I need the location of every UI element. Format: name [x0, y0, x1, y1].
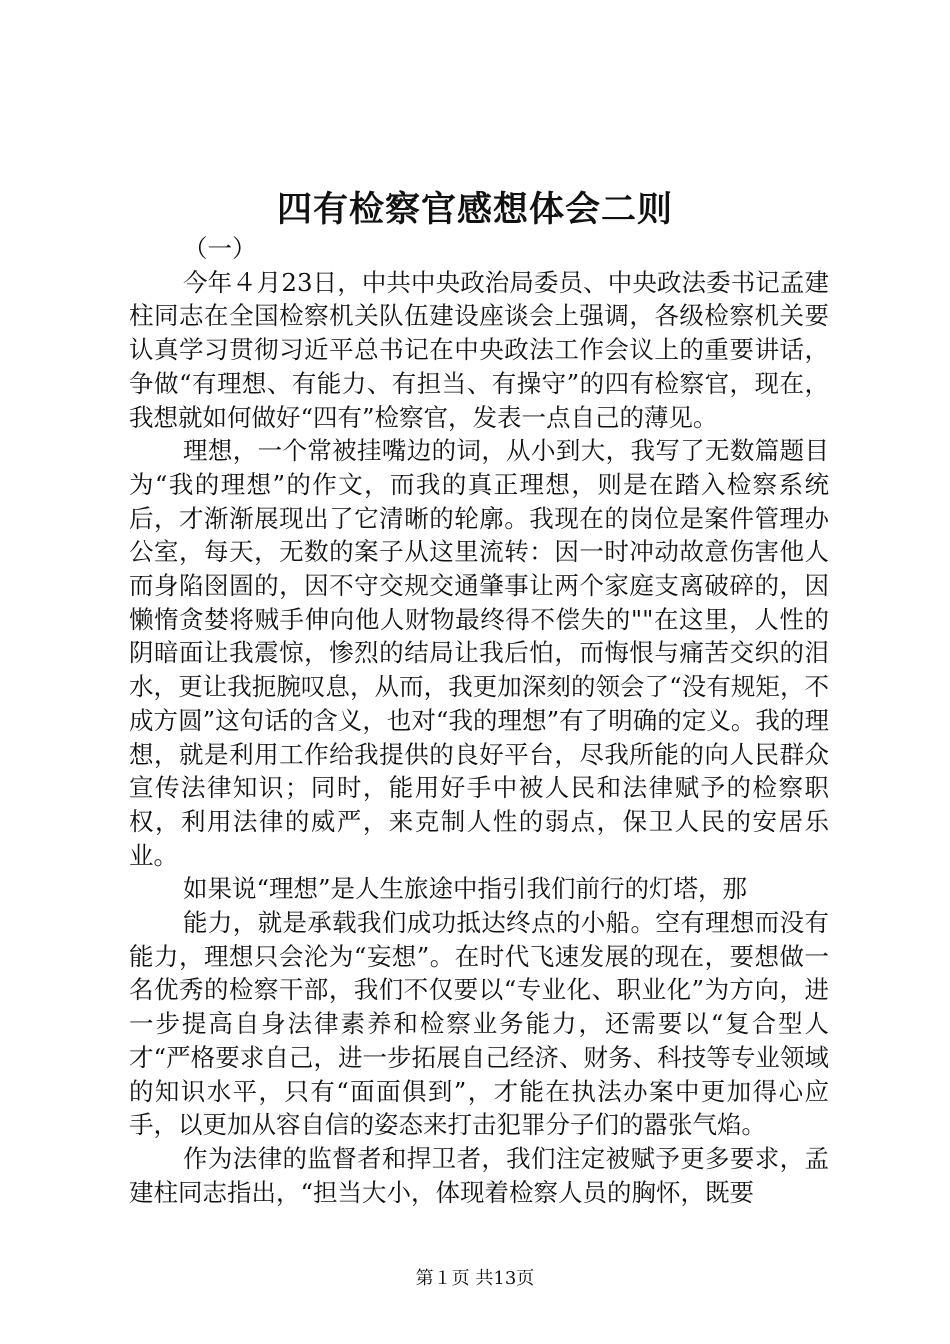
paragraph-lighthouse: 如果说“理想”是人生旅途中指引我们前行的灯塔，那 [183, 874, 748, 904]
section-marker: （一） [183, 234, 257, 263]
paragraph-ideal: 理想，一个常被挂嘴边的词，从小到大，我写了无数篇题目为“我的理想”的作文，而我的真正理想，则是在踏入检察系统后，才渐渐展现出了它清晰的轮廓。我现在的岗位是案件管理办公室，每天，无数的案子从这里流转：因一时冲动故意伤害他人而身陷囹圄的，因不守交规交通肇事让两个家庭支离破碎的，因懒惰贪婪将贼手伸向他人财物最终得不偿失的""在这里，人性的阴暗面让我震惊，惨烈的结局让我后怕，而悔恨与痛苦交织的泪水，更让我扼腕叹息，从而，我更加深刻的领会了“没有规矩，不成方圆”这句话的含义，也对“我的理想”有了明确的定义。我的理想，就是利用工作给我提供的良好平台，尽我所能的向人民群众宣传法律知识；同时，能用好手中被人民和法律赋予的检察职权，利用法律的威严，来克制人性的弱点，保卫人民的安居乐业。 [129, 436, 829, 870]
document-body [129, 232, 829, 1209]
paragraph-intro: 今年４月23日，中共中央政治局委员、中央政法委书记孟建柱同志在全国检察机关队伍建设座谈会上强调，各级检察机关要认真学习贯彻习近平总书记在中央政法工作会议上的重要讲话，争做“有理想、有能力、有担当、有操守”的四有检察官，现在，我想就如何做好“四有”检察官，发表一点自己的薄见。 [129, 267, 829, 432]
page-number-footer: 第１页 共13页 [415, 1268, 535, 1289]
paragraph-responsibility: 作为法律的监督者和捍卫者，我们注定被赋予更多要求，孟建柱同志指出，“担当大小，体现着检察人员的胸怀，既要 [129, 1143, 829, 1207]
document-title: 四有检察官感想体会二则 [276, 189, 673, 230]
paragraph-ability: 能力，就是承载我们成功抵达终点的小船。空有理想而没有能力，理想只会沦为“妄想”。在时代飞速发展的现在，要想做一名优秀的检察干部，我们不仅要以“专业化、职业化”为方向，进一步提高自身法律素养和检察业务能力，还需要以“复合型人才“严格要求自己，进一步拓展自己经济、财务、科技等专业领域的知识水平，只有“面面俱到”，才能在执法办案中更加得心应手，以更加从容自信的姿态来打击犯罪分子们的嚣张气焰。 [129, 908, 829, 1140]
